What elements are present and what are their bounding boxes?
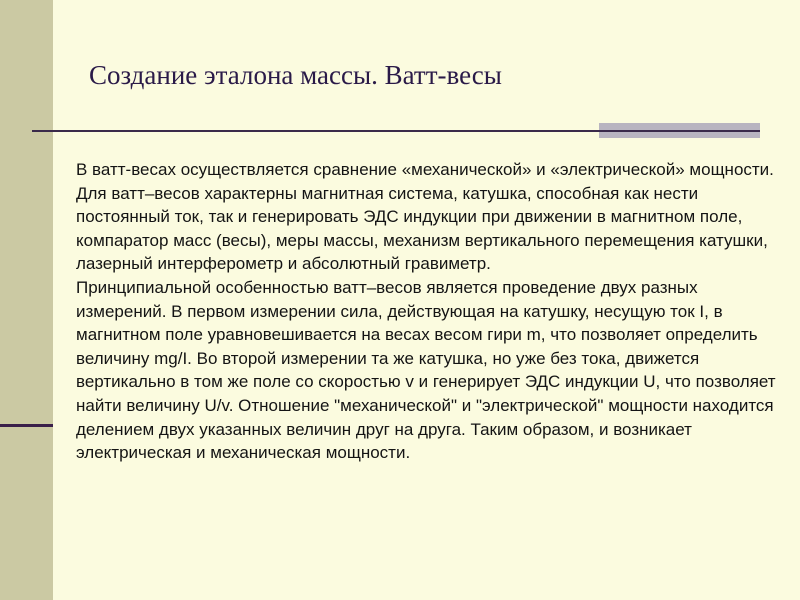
left-band-divider [0, 424, 53, 427]
body-paragraph-1: В ватт-весах осуществляется сравнение «механической» и «электрической» мощности. Для ватт–весов характерны магнитная система, катушка, способная как нести постоянный ток, так и генерировать ЭДС индукции при движении в магнитном поле, компаратор масс (весы), меры массы, механизм вертикального перемещения катушки, лазерный интерферометр и абсолютный гравиметр. [76, 160, 774, 274]
left-decorative-band [0, 0, 53, 600]
slide-title: Создание эталона массы. Ватт-весы [89, 60, 502, 90]
slide-body [76, 158, 776, 465]
body-paragraph-2: Принципиальной особенностью ватт–весов является проведение двух разных измерений. В первом измерении сила, действующая на катушку, несущую ток I, в магнитном поле уравновешивается на весах весом гири m, что позволяет определить величину mg/I. Во второй измерении та же катушка, но уже без тока, движется вертикально в том же поле со скоростью v и генерирует ЭДС индукции U, что позволяет найти величину U/v. Отношение "механической" и "электрической" мощности находится делением двух указанных величин друг на друга. Таким образом, и возникает электрическая и механическая мощности. [76, 277, 776, 463]
title-divider-accent-line [599, 130, 760, 132]
